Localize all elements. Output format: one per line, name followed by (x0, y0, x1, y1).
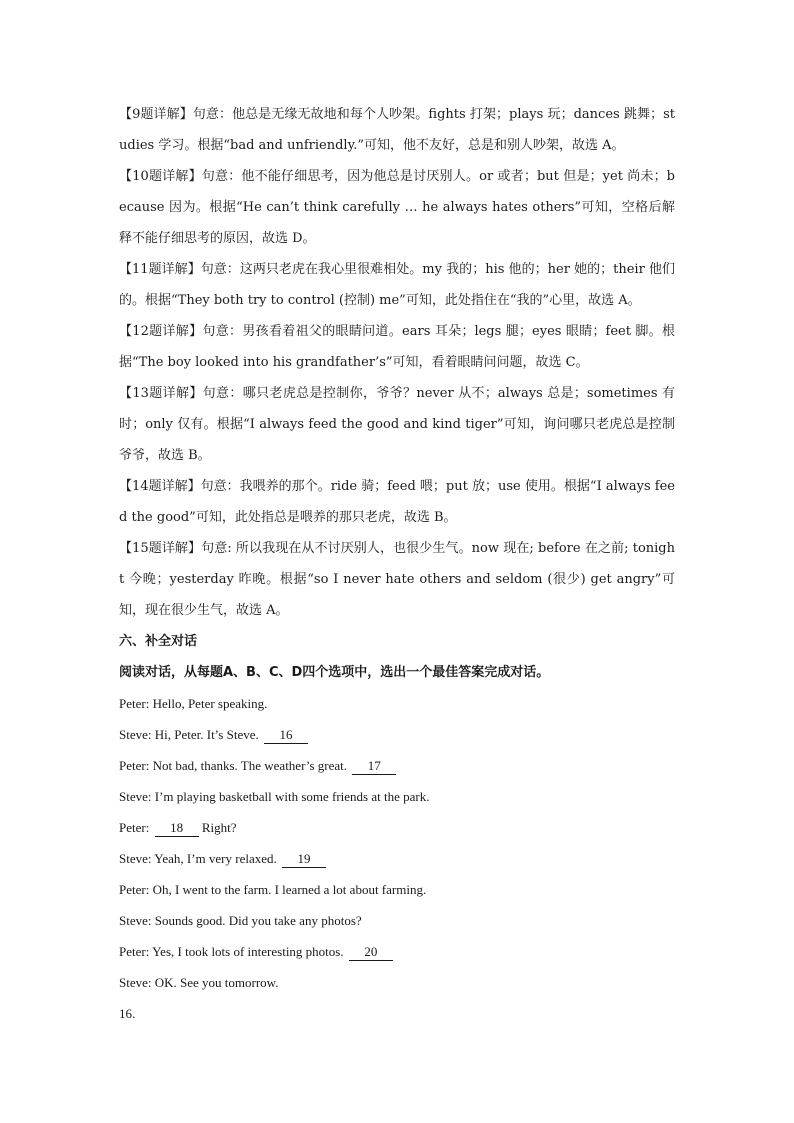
answer-blank: 18 (155, 820, 199, 837)
dialogue-line (119, 812, 675, 843)
dialogue-text: Peter: (119, 820, 150, 835)
dialogue-line (119, 874, 675, 905)
dialogue-text: Peter: Yes, I took lots of interesting photos. (119, 944, 344, 959)
dialogue-text: Steve: Sounds good. Did you take any photos? (119, 913, 362, 928)
dialogue-text: Peter: Hello, Peter speaking. (119, 696, 268, 711)
dialogue-line (119, 719, 675, 750)
explanation-q10: 【10题详解】句意：他不能仔细思考，因为他总是讨厌别人。or 或者；but 但是；yet 尚未；because 因为。根据“He can’t think carefully … he always hates others”可知，空格后解释不能仔细思考的原因，故选 D。 (119, 169, 675, 246)
answer-blank: 16 (264, 727, 308, 744)
explanation-q12: 【12题详解】句意：男孩看着祖父的眼睛问道。ears 耳朵；legs 腿；eyes 眼睛；feet 脚。根据“The boy looked into his grandfather’s”可知，看着眼睛问问题，故选 C。 (119, 324, 675, 370)
section-title: 六、补全对话 (119, 634, 198, 649)
document-page (119, 99, 675, 1029)
answer-blank: 20 (349, 944, 393, 961)
dialogue-line (119, 967, 675, 998)
dialogue-line (119, 750, 675, 781)
explanation-q13: 【13题详解】句意：哪只老虎总是控制你，爷爷？never 从不；always 总是；sometimes 有时；only 仅有。根据“I always feed the good and kind tiger”可知，询问哪只老虎总是控制爷爷，故选 B。 (119, 386, 675, 463)
dialogue-text: Steve: Hi, Peter. It’s Steve. (119, 727, 259, 742)
dialogue-text: Peter: Oh, I went to the farm. I learned a lot about farming. (119, 882, 427, 897)
explanation-q11: 【11题详解】句意：这两只老虎在我心里很难相处。my 我的；his 他的；her 她的；their 他们的。根据“They both try to control (控制) me”可知，此处指住在“我的”心里，故选 A。 (119, 262, 675, 308)
explanation-q14: 【14题详解】句意：我喂养的那个。ride 骑；feed 喂；put 放；use 使用。根据“I always feed the good”可知，此处指总是喂养的那只老虎，故选 B。 (119, 479, 675, 525)
explanation-q9: 【9题详解】句意：他总是无缘无故地和每个人吵架。fights 打架；plays 玩；dances 跳舞；studies 学习。根据“bad and unfriendly.”可知，他不友好，总是和别人吵架，故选 A。 (119, 107, 675, 153)
dialogue-text-after: Right? (198, 820, 237, 835)
section-instructions: 阅读对话，从每题A、B、C、D四个选项中，选出一个最佳答案完成对话。 (119, 665, 550, 680)
dialogue-text: Steve: Yeah, I’m very relaxed. (119, 851, 277, 866)
dialogue (119, 688, 675, 998)
dialogue-line (119, 905, 675, 936)
explanation-q15: 【15题详解】句意: 所以我现在从不讨厌别人，也很少生气。now 现在; before 在之前; tonight 今晚；yesterday 昨晚。根据“so I never hate others and seldom (很少) get angry”可知，现在很少生气，故选 A。 (119, 541, 675, 618)
dialogue-line (119, 688, 675, 719)
answer-blank: 17 (352, 758, 396, 775)
question-number: 16. (119, 1006, 136, 1021)
dialogue-line (119, 781, 675, 812)
dialogue-text: Peter: Not bad, thanks. The weather’s great. (119, 758, 348, 773)
dialogue-text: Steve: OK. See you tomorrow. (119, 975, 279, 990)
dialogue-text: Steve: I’m playing basketball with some friends at the park. (119, 789, 430, 804)
answer-blank: 19 (282, 851, 326, 868)
dialogue-line (119, 843, 675, 874)
dialogue-line (119, 936, 675, 967)
